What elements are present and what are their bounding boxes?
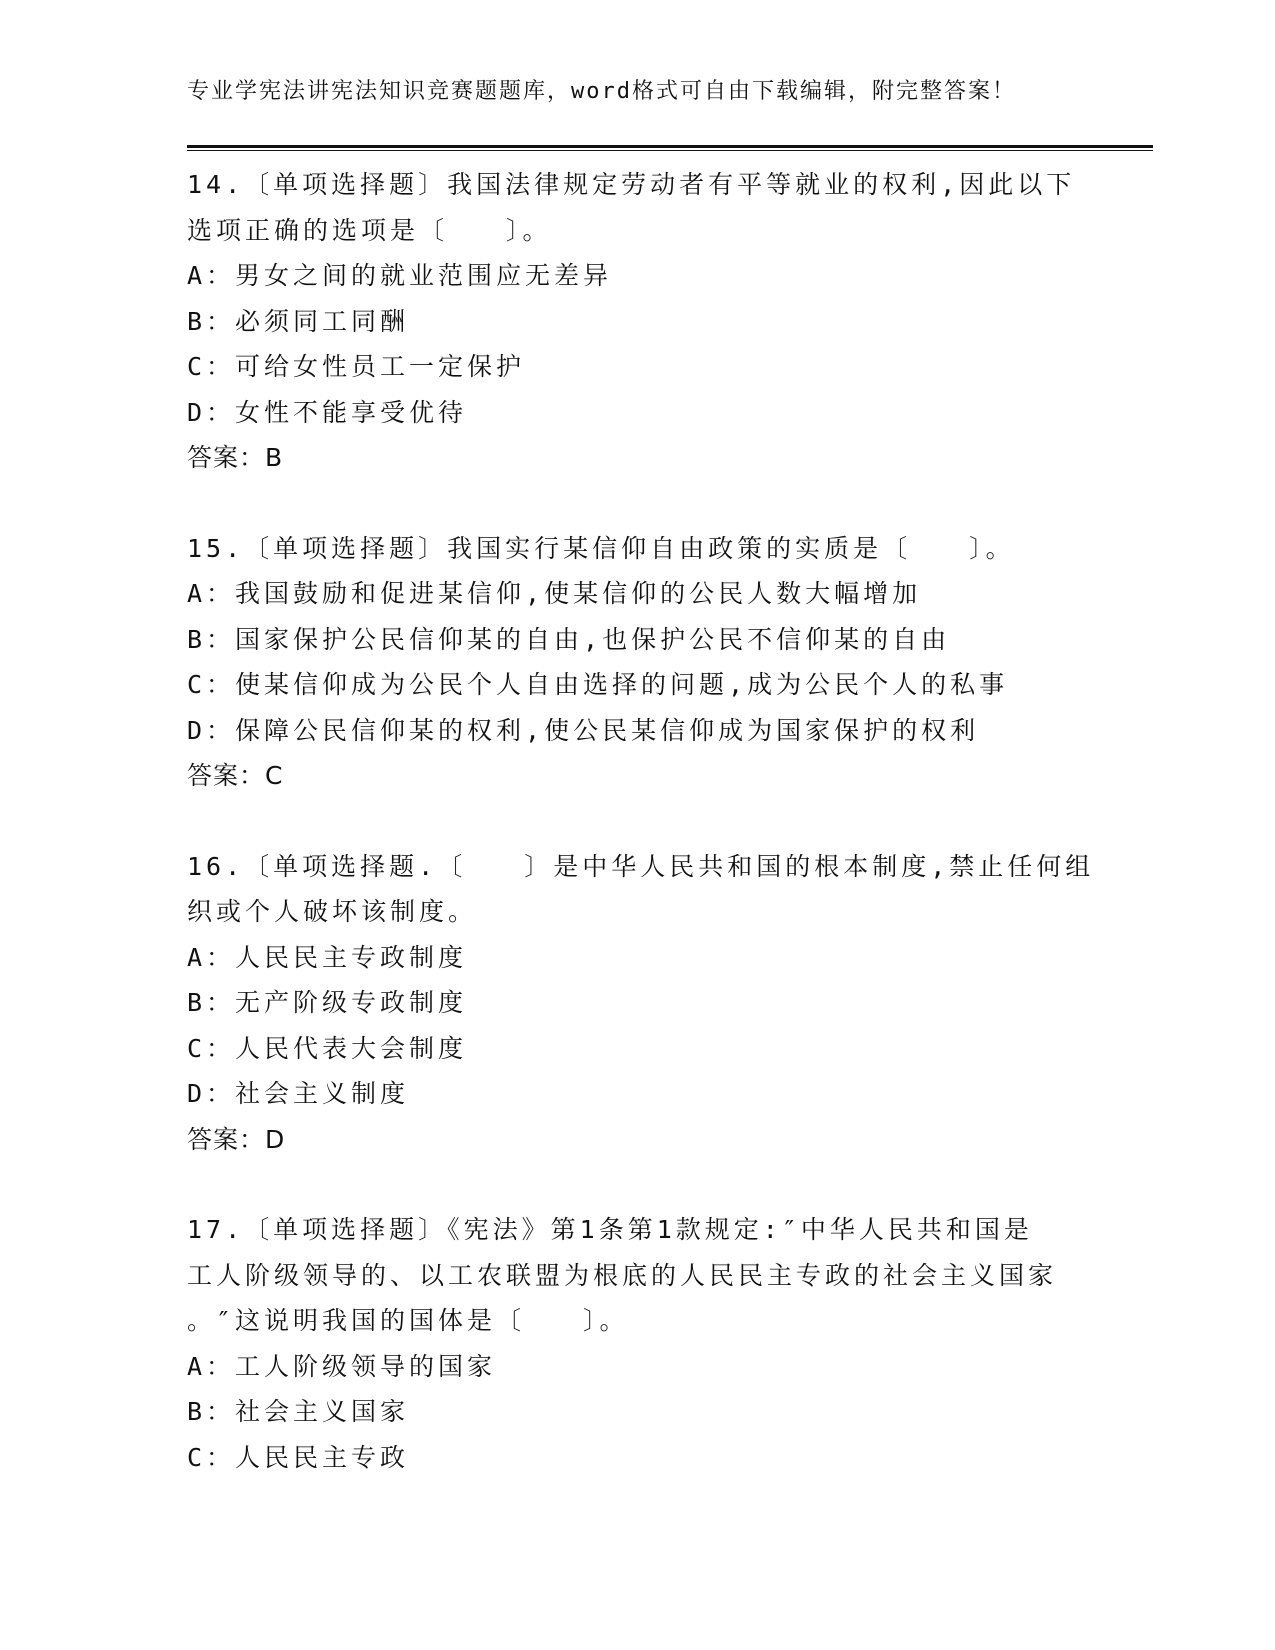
- option-b: B：无产阶级专政制度: [187, 988, 468, 1017]
- question-text: 15.〔单项选择题〕我国实行某信仰自由政策的实质是〔 〕。: [187, 533, 1015, 563]
- answer: 答案：B: [187, 443, 284, 472]
- option-b: B：必须同工同酬: [187, 306, 410, 336]
- option-a: A：工人阶级领导的国家: [187, 1351, 497, 1381]
- option-c: C：可给女性员工一定保护: [187, 352, 526, 381]
- option-c: C：人民代表大会制度: [187, 1033, 468, 1063]
- option-c: C：使某信仰成为公民个人自由选择的问题,成为公民个人的私事: [187, 670, 1009, 699]
- question-16: [187, 844, 1095, 1163]
- option-a: A：我国鼓励和促进某信仰,使某信仰的公民人数大幅增加: [187, 579, 922, 608]
- question-17: [187, 1207, 1067, 1480]
- option-d: D：社会主义制度: [187, 1079, 410, 1108]
- option-d: D：女性不能享受优待: [187, 397, 468, 427]
- header-divider: [187, 145, 1153, 151]
- spacer: [187, 799, 1067, 844]
- option-b: B：国家保护公民信仰某的自由,也保护公民不信仰某的自由: [187, 624, 951, 654]
- question-text: 工人阶级领导的、以工农联盟为根底的人民民主专政的社会主义国家: [187, 1260, 1058, 1290]
- question-text: 14.〔单项选择题〕我国法律规定劳动者有平等就业的权利,因此以下: [187, 170, 1076, 199]
- option-a: A：人民民主专政制度: [187, 942, 468, 972]
- option-c: C：人民民主专政: [187, 1442, 410, 1472]
- question-text: 16.〔单项选择题.〔 〕是中华人民共和国的根本制度,禁止任何组: [187, 851, 1095, 881]
- question-text: 17.〔单项选择题〕《宪法》第1条第1款规定:″中华人民共和国是: [187, 1215, 1033, 1244]
- answer: 答案：C: [187, 761, 284, 790]
- spacer: [187, 481, 1067, 526]
- page-header: 专业学宪法讲宪法知识竞赛题题库，word格式可自由下载编辑，附完整答案！: [187, 79, 1016, 104]
- question-14: [187, 162, 1076, 481]
- answer: 答案：D: [187, 1124, 286, 1154]
- option-b: B：社会主义国家: [187, 1397, 410, 1426]
- question-text: 选项正确的选项是〔 〕。: [187, 215, 552, 245]
- spacer: [187, 1162, 1067, 1207]
- question-text: 。″这说明我国的国体是〔 〕。: [187, 1306, 629, 1335]
- question-text: 织或个人破坏该制度。: [187, 897, 478, 926]
- question-15: [187, 526, 1067, 799]
- option-a: A：男女之间的就业范围应无差异: [187, 261, 613, 290]
- option-d: D：保障公民信仰某的权利,使公民某信仰成为国家保护的权利: [187, 715, 980, 745]
- question-list: [187, 162, 1095, 1480]
